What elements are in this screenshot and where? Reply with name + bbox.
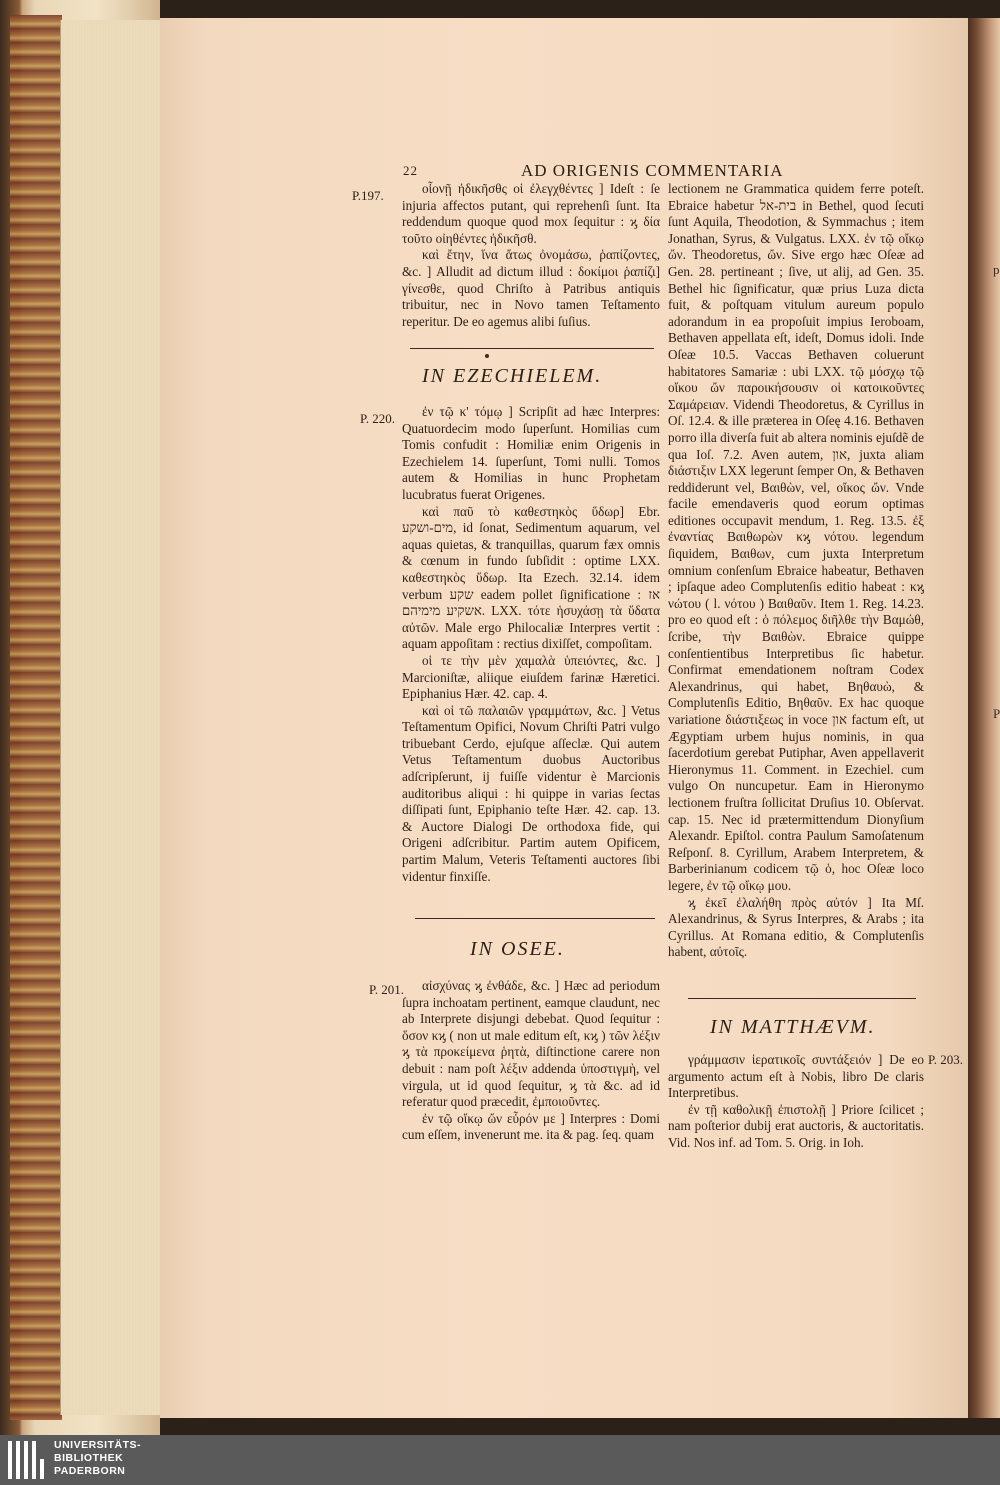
section-rule xyxy=(415,918,655,919)
facing-page-mark: p xyxy=(993,262,1000,277)
left-column-block xyxy=(402,404,660,885)
commentary-paragraph: καὶ οἱ τῶ παλαιῶν γραμμάτων, &c. ] Vetus Teſtamentum Opifici, Novum Chriſti Patri vulgo tribuebant Cerdo, ejuſque aſſeclæ. Qui autem Vetus Teſtamentum duobus Auctoribus adſcripſerunt, ij fuiſſe videntur è Marcionis auditoribus aliqui : hi quippe in varias ſectas diſſipati ſunt, Epiphanio teſte Hær. 42. cap. 13. & Auctore Dialogi De orthodoxa fide, qui Origeni adſcribitur. Partim autem Opificem, partim Malum, Veteris Teſtamenti auctores ſibi videntur finxiſſe. xyxy=(402,702,660,884)
library-logo-line: BIBLIOTHEK xyxy=(54,1452,124,1464)
facing-page-mark: P xyxy=(993,706,1000,721)
right-column-block xyxy=(668,181,924,961)
library-logo-line: UNIVERSITÄTS- xyxy=(54,1439,142,1451)
commentary-paragraph: γράμμασιν ἱερατικοῖς συντάξειόν ] De eo argumento actum eſt à Nobis, libro De claris Interpretibus. xyxy=(668,1052,924,1101)
commentary-paragraph: οἶονῇ ἠδικῆσθς οἱ ἐλεγχθέντες ] Ideſt : ſe injuria affectos putant, qui reprehenſi ſunt. Ita reddendum quoque quod mox ſequitur : ϗ δία τοῦτο οἰηθέντες ἠδικῆσθ. xyxy=(402,181,660,246)
left-column-block xyxy=(402,181,660,330)
running-title: AD ORIGENIS COMMENTARIA xyxy=(521,161,784,180)
page-stack-edge xyxy=(60,20,161,1415)
section-rule xyxy=(410,348,654,349)
commentary-paragraph: καὶ ἔτην, ἵνα ἄτως ὀνομάσω, ῥαπίζοντες, &c. ] Alludit ad dictum illud : δοκίμοι ῥαπίζι] γίνεσθε, quod Chriſto à Patribus antiquis tribuitur, nec in Novo tamen Teſtamento reperitur. De eo agemus alibi ſuſius. xyxy=(402,247,660,329)
section-title-matthaeum: IN MATTHÆVM. xyxy=(710,1016,876,1038)
section-title-ezechiel: IN EZECHIELEM. xyxy=(422,365,603,387)
running-header xyxy=(403,161,923,181)
right-column-block xyxy=(668,1052,924,1152)
section-rule xyxy=(688,998,916,999)
library-logo-text xyxy=(54,1439,141,1478)
library-footer-bar xyxy=(0,1435,1000,1485)
commentary-paragraph: καὶ παῦ τὸ καθεστηκὸς ὕδωρ] Ebr. מים-ושקע, id ſonat, Sedimentum aquarum, vel aquas quietas, & tranquillas, quarum fæx omnis & cœnum in fundo ſubſidit : optime LXX. καθεστηκὸς ὕδωρ. Ita Ezech. 32.14. idem verbum שקע eadem pollet ſignificatione : אז אשקיע מימיהם. LXX. τότε ἡσυχάσῃ τὰ ὕδατα αὐτῶν. Male ergo Philocaliæ Interpres vertit : aquam appoſitam : rectius dixiſſet, compoſitam. xyxy=(402,503,661,652)
commentary-paragraph: ἐν τῇ καθολικῇ ἐπιστολῇ ] Priore ſcilicet ; nam poſterior dubij erat auctoris, & auctoritatis. Vid. Nos inf. ad Tom. 5. Orig. in Ioh. xyxy=(668,1101,924,1150)
library-logo-line: PADERBORN xyxy=(54,1465,126,1477)
book-spine-decoration xyxy=(10,15,62,1420)
section-title-osee: IN OSEE. xyxy=(470,938,565,960)
page-number: 22 xyxy=(403,163,418,178)
commentary-paragraph: ἐν τῷ οἴκῳ ὤν εὗρόν με ] Interpres : Domi cum eſſem, invenerunt me. ita & pag. ſeq. quam xyxy=(402,1110,660,1143)
commentary-paragraph: ϗ ἐκεῖ ἐλαλήθη πρὸς αὐτόν ] Ita Mſ. Alexandrinus, & Syrus Interpres, & Arabs ; ita Cyrillus. At Romana editio, & Complutenſis habent, αὐτοῖς. xyxy=(668,894,924,960)
margin-reference: P. 201. xyxy=(369,982,405,997)
left-column-block xyxy=(402,978,660,1144)
commentary-paragraph: ἐν τῷ κ' τόμῳ ] Scripſit ad hæc Interpres: Quatuordecim modo ſuperſunt. Homilias cum Tomis confudit : Homiliæ enim Origenis in Ezechielem 14. ſuperſunt, Tomi nulli. Tomos autem & Homilias in hunc Prophetam lucubratus fuerat Origenes. xyxy=(402,404,660,502)
commentary-paragraph: οἱ τε τὴν μὲν χαμαλὰ ὑπειόντες, &c. ] Marcioniſtæ, aliique eiuſdem farinæ Hæretici. Epiphanius Hær. 42. cap. 4. xyxy=(402,652,660,702)
margin-reference: P.197. xyxy=(352,188,384,203)
commentary-paragraph: αἰσχύνας ϗ ἐνθάδε, &c. ] Hæc ad periodum ſupra inchoatam pertinent, eamque claudunt, nec ab Interprete disjungi debebat. Quod ſequitur : ὅσον κϗ ( non ut male editum eſt, κϗ ) τῶν λέξιν ϗ τὰ προκείμενα ῥητὰ, diſtinctione carere non debuit : nam poſt λέξιν addenda ὑποστιγμὴ, vel virgula, ut id quod ſequitur, ϗ τὰ &c. ad id referatur quod præcedit, ἐμποιοῦντες. xyxy=(402,978,660,1110)
margin-reference: P. 220. xyxy=(360,411,396,426)
library-logo-icon xyxy=(8,1441,48,1479)
commentary-paragraph: lectionem ne Grammatica quidem ferre poteſt. Ebraice habetur בית-אל in Bethel, quod ſecuti ſunt Aquila, Theodotion, & Symmachus ; item Jonathan, Syrus, & Vulgatus. LXX. ἐν τῷ οἴκῳ ὤν. Theodoretus, ὤν. Sive ergo hæc Oſeæ ad Gen. 28. pertineant ; ſive, ut alij, ad Gen. 35. Bethel hic ſignificatur, quæ prius Luza dicta fuit, & poſtquam vitulum aureum populo adorandum in ea propoſuit impius Ieroboam, Bethaven appellata eſt, ideſt, Domus idoli. Inde Oſeæ 10.5. Vaccas Bethaven coluerunt habitatores Samariæ : ubi LXX. τῷ μόσχῳ τῷ οἴκου ὤν παροικήσουσιν οἱ κατοικοῦντες Σαμάρειαν. Videndi Theodoretus, & Cyrillus in Oſ. 12.4. & ille præterea in Oſeę 4.16. Bethaven porro illa diverſa fuit ab altera nominis ejuſdẽ de qua Ioſ. 7.2. Aven autem, און, juxta aliam διάστιξιν LXX legerunt ſemper On, & Bethaven reddiderunt vel, Βαιθὼν, vel, οἴκος ὤν. Vnde facile emendaveris quod eorum optimas editiones occupavit mendum, 1. Reg. 13.5. ἐξ ἐναντίας Βαιθωρὼν κϗ νότου. legendum ſiquidem, Βαιθων, cum juxta Interpretum omnium conſenſum Ebraice habeatur, Bethaven ; ipſaque adeo Complutenſis editio habeat : κϗ νώτου ( l. νότου ) Βαιθαῦν. Item 1. Reg. 14.23. pro eo quod eſt : ὁ πόλεμος διῆλθε τὴν Βαμώθ, ſcribe, τὴν Βαιθὼν. Ebraice quippe conſentientibus Interpretibus ſic habetur. Confirmat emendationem noſtram Codex Alexandrinus, qui habet, Βηθαυὼ, & Complutenſis Editio, Βηθαῦν. Ex hac quoque variatione διάστιξεως in voce און factum eſt, ut Ægyptiam urbem hujus nominis, in qua ſacerdotium gerebat Putiphar, Aven appellaverit Hieronymus 11. Comment. in Ezechiel. cum vulgo On nuncupetur. Eam in Hieronymo lectionem fruſtra ſollicitat Druſius 10. Obſervat. cap. 15. Nec id prætermittendum Dionyſium Alexandr. Epiſtol. contra Paulum Samoſatenum Reſponſ. 8. Cyrillum, Arabem Interpretem, & Barberinianum codicem τῷ ὁ, hoc Oſeæ loco legere, ἐν τῷ οἴκῳ μου. xyxy=(668,181,924,893)
margin-reference: P. 203. xyxy=(928,1052,964,1067)
section-ornament xyxy=(485,354,489,358)
